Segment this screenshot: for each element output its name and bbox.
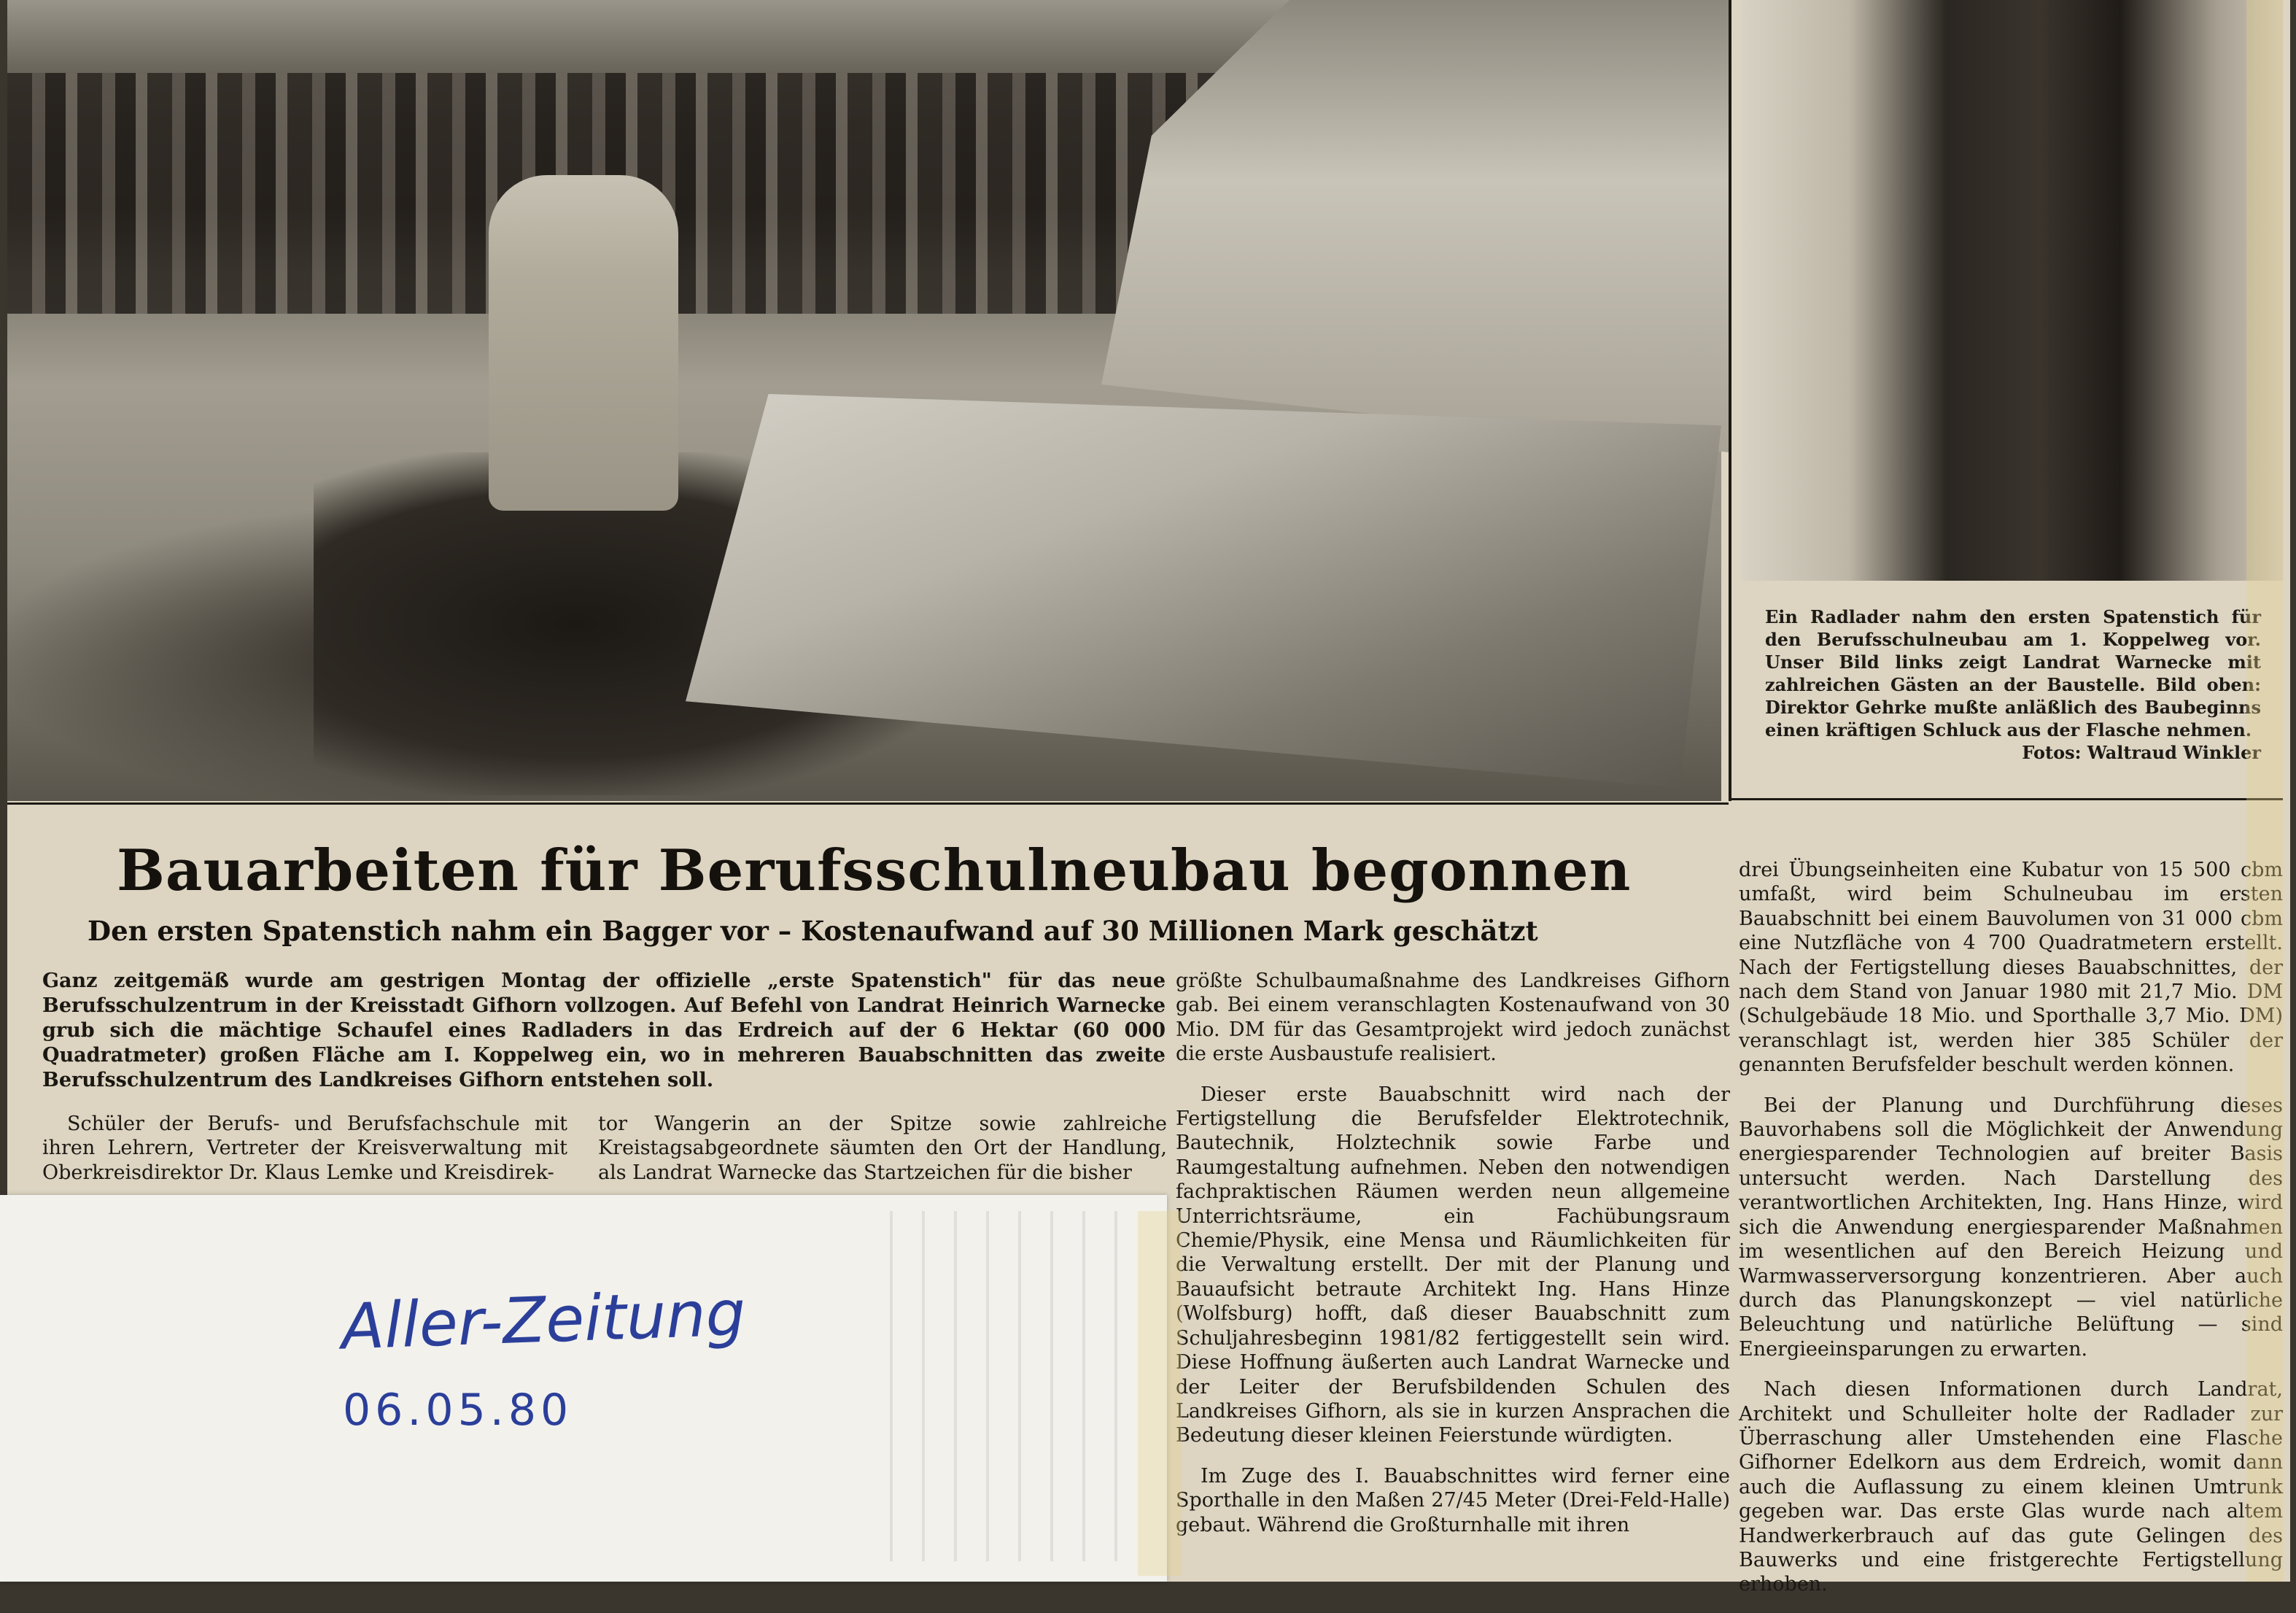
column-rule (1729, 0, 1731, 801)
column-1-paragraph: Schüler der Berufs- und Berufsfachschule mit ihren Lehrern, Vertreter der Kreisverwaltung mit Oberkreisdirektor Dr. Klaus Lemke und Kreisdirek- (42, 1113, 567, 1184)
column-4-paragraph-1: drei Übungseinheiten eine Kubatur von 15 500 cbm umfaßt, wird beim Schulneubau im ersten Bauabschnitt bei einem Bauvolumen von 31 000 cbm eine Nutzfläche von 4 700 Quadratmetern erstellt. Nach der Fertigstellung dieses Bauabschnittes, der nach dem Stand von Januar 1980 mit 21,7 Mio. DM (Schulgebäude 18 Mio. und Sporthalle 3,7 Mio. DM) veranschlagt ist, werden hier 385 Schüler der genannten Berufsfelder beschult werden können. (1739, 859, 2283, 1077)
column-4-paragraph-3: Nach diesen Informationen durch Landrat, Architekt und Schulleiter holte der Radlader zur Überraschung aller Umstehenden eine Flasche Gifhorner Edelkorn aus dem Erdreich, womit dann auch die Auflassung zu einem kleinen Umtrunk gegeben war. Das erste Glas wurde nach altem Handwerkerbrauch auf das gute Gelingen des Bauwerks und eine fristgerechte Fertigstellung erhoben. (1739, 1378, 2283, 1596)
article-column-1 (42, 1112, 567, 1201)
photo-director-drinking (1740, 0, 2283, 581)
photo-man-in-suit (489, 175, 678, 511)
column-3-paragraph-3: Im Zuge des I. Bauabschnittes wird ferner eine Sporthalle in den Maßen 27/45 Meter (Drei-Feld-Halle) gebaut. Während die Großturnhalle mit ihren (1176, 1464, 1730, 1536)
article-column-2 (598, 1112, 1167, 1201)
article-subheadline: Den ersten Spatenstich nahm ein Bagger vor – Kostenaufwand auf 30 Millionen Mark geschätzt (88, 915, 1538, 947)
photo-wheel-loader-groundbreaking (7, 0, 1721, 801)
photo-credit: Fotos: Waltraud Winkler (2022, 742, 2261, 763)
photo-loader-body (1101, 0, 1729, 452)
column-3-paragraph-2: Dieser erste Bauabschnitt wird nach der Fertigstellung die Berufsfelder Elektrotechnik, Bautechnik, Holztechnik sowie Farbe und Raumgestaltung aufnehmen. Neben den notwendigen fachpraktischen Räumen werden neun allgemeine Unterrichtsräume, ein Fachübungsraum Chemie/Physik, eine Mensa und Räumlichkeiten für die Verwaltung erstellt. Der mit der Planung und Bauaufsicht betraute Architekt Ing. Hans Hinze (Wolfsburg) hofft, daß dieser Bauabschnitt zum Schuljahresbeginn 1981/82 fertiggestellt sein wird. Diese Hoffnung äußerten auch Landrat Warnecke und der Leiter der Berufsbildenden Schulen des Landkreises Gifhorn, als sie in kurzen Ansprachen die Bedeutung dieser kleinen Feierstunde würdigten. (1176, 1083, 1730, 1447)
handwritten-date: 06.05.80 (343, 1385, 573, 1436)
column-2-paragraph: tor Wangerin an der Spitze sowie zahlreiche Kreistagsabgeordnete säumten den Ort der Handlung, als Landrat Warnecke das Startzeichen für die bisher (598, 1113, 1167, 1184)
article-lead: Ganz zeitgemäß wurde am gestrigen Montag der offizielle „erste Spatenstich" für das neue Berufsschulzentrum in der Kreisstadt Gifhorn vollzogen. Auf Befehl von Landrat Heinrich Warnecke grub sich die mächtige Schaufel eines Radladers in das Erdreich auf der 6 Hektar (60 000 Quadratmeter) großen Fläche am I. Koppelweg ein, wo in mehreren Bauabschnitten das zweite Berufsschulzentrum des Landkreises Gifhorn entstehen soll. (42, 970, 1166, 1091)
photo-caption (1765, 606, 2261, 764)
article-column-4 (1739, 858, 2283, 1613)
tape-strip (1138, 1211, 1182, 1576)
column-4-paragraph-2: Bei der Planung und Durchführung dieses Bauvorhabens soll die Möglichkeit der Anwendung energiesparender Technologien auf breiter Basis untersucht werden. Nach Darstellung des verantwortlichen Architekten, Ing. Hans Hinze, wird sich die Anwendung energiesparender Maßnahmen im wesentlichen auf den Bereich Heizung und Warmwasserversorgung konzentrieren. Aber auch durch das Planungskonzept — viel natürliche Beleuchtung und natürliche Belüftung — sind Energieeinsparungen zu erwarten. (1739, 1094, 2283, 1361)
article-headline: Bauarbeiten für Berufsschulneubau begonnen (117, 838, 1632, 904)
article-column-3 (1176, 969, 1730, 1553)
column-3-paragraph-1: größte Schulbaumaßnahme des Landkreises Gifhorn gab. Bei einem veranschlagten Kostenaufwand von 30 Mio. DM für das Gesamtprojekt wird jedoch zunächst die erste Ausbaustufe realisiert. (1176, 970, 1730, 1066)
handwritten-newspaper-name: Aller-Zeitung (340, 1277, 747, 1364)
tape-strip-right (2246, 0, 2283, 1582)
headline-rule (7, 802, 1729, 805)
note-show-through (861, 1211, 1123, 1561)
caption-rule (1730, 798, 2283, 800)
photo-caption-text: Ein Radlader nahm den ersten Spatenstich für den Berufsschulneubau am 1. Koppelweg vor. Unser Bild links zeigt Landrat Warnecke mit zahlreichen Gästen an der Baustelle. Bild oben: Direktor Gehrke mußte anläßlich des Baubeginns einen kräftigen Schluck aus der Flasche nehmen. (1765, 606, 2261, 740)
